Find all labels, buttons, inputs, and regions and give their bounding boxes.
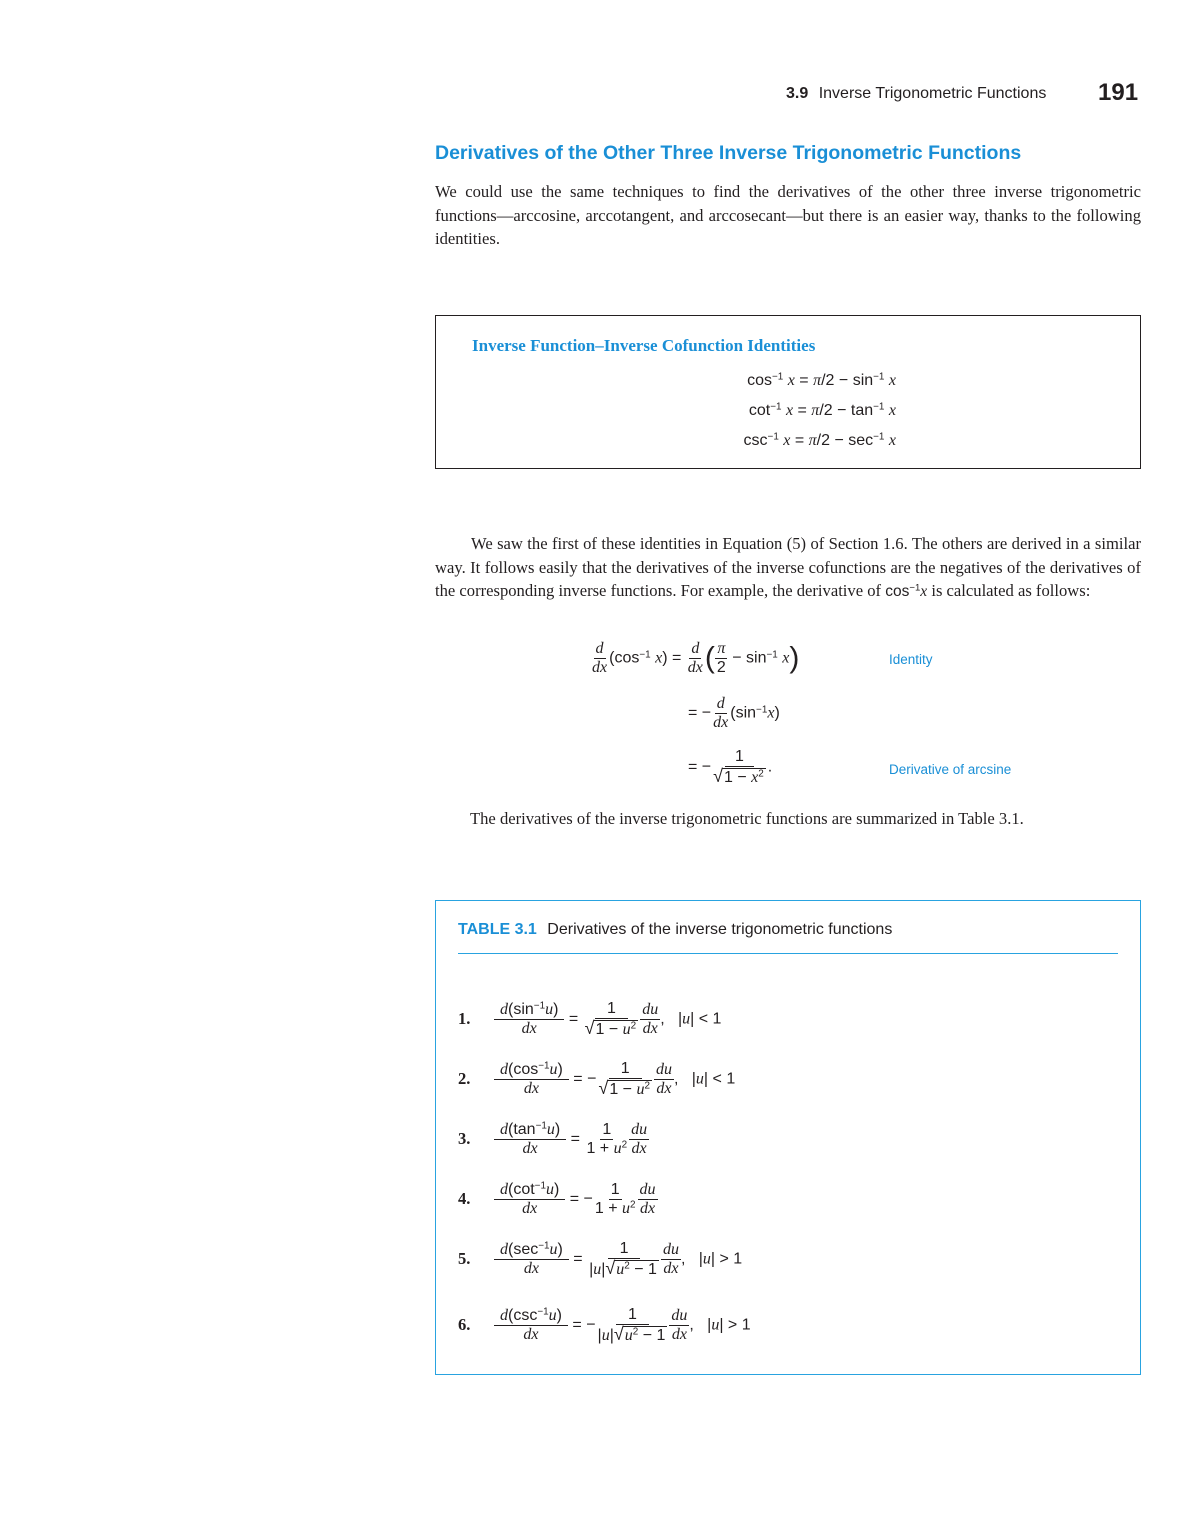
- row-condition: |u| < 1: [677, 1010, 722, 1028]
- identity-cos: $\cos^{-1} x = \pi/2 - \sin^{-1} x$: [747, 371, 896, 389]
- table-row: 6. $\frac{d(\csc^{-1}u)}{dx}$ = − $\frac{1}{|u|√u^2 - 1}$ $\frac{du}{dx}$ , |u| > 1: [458, 1305, 751, 1344]
- paragraph-2-inline-expr: $\cos^{-1}x$: [885, 582, 928, 600]
- intro-paragraph: We could use the same techniques to find the derivatives of the other three inverse trigonometric functions—arccosine, arccotangent, and arccosecant—but there is an easier way, thanks to the following identities.: [435, 182, 1141, 248]
- row-func: cos: [513, 1060, 539, 1078]
- table-caption-text: Derivatives of the inverse trigonometric functions: [547, 921, 893, 938]
- section-number: 3.9: [786, 85, 809, 102]
- paragraph-2-text: We saw the first of these identities in Equation (5) of Section 1.6. The others are derived in a similar way. It follows easily that the derivatives of the inverse cofunctions are the negatives of the derivatives of the corresponding inverse functions. For example, the derivative of: [435, 534, 1141, 600]
- row-func: cot: [513, 1180, 535, 1198]
- table-row: 1. $\frac{d(\sin^{-1}u)}{dx}$ = $\frac{1}{√1 - u^2}$ $\frac{du}{dx}$ , |u| < 1: [458, 999, 722, 1038]
- table-row: 3. $\frac{d(\tan^{-1}u)}{dx}$ = $\frac{1}{1 + u^2}$ $\frac{du}{dx}$: [458, 1120, 648, 1157]
- table-row: 5. $\frac{d(\sec^{-1}u)}{dx}$ = $\frac{1}{|u|√u^2 - 1}$ $\frac{du}{dx}$ , |u| > 1: [458, 1239, 743, 1278]
- row-func: sin: [513, 1000, 534, 1018]
- derivation-step-1: $\frac{d}{dx}$ ($\cos^{-1}$ x) = $\frac{d}{dx}$ ( $\frac{\pi}{2}$ − $\sin^{-1} x$): [592, 640, 800, 676]
- table-caption: [458, 921, 892, 939]
- paragraph-2-tail: is calculated as follows:: [931, 581, 1091, 600]
- row-index: 4.: [458, 1189, 471, 1208]
- row-index: 3.: [458, 1129, 471, 1148]
- section-title: Inverse Trigonometric Functions: [818, 85, 1047, 102]
- identity-cot: $\cot^{-1} x = \pi/2 - \tan^{-1} x$: [748, 401, 896, 419]
- table-row: 4. $\frac{d(\cot^{-1}u)}{dx}$ = − $\frac{1}{1 + u^2}$ $\frac{du}{dx}$: [458, 1180, 656, 1217]
- table-row: 2. $\frac{d(\cos^{-1}u)}{dx}$ = − $\frac{1}{√1 - u^2}$ $\frac{du}{dx}$ , |u| < 1: [458, 1059, 736, 1098]
- summary-sentence: The derivatives of the inverse trigonometric functions are summarized in Table 3.1.: [470, 809, 1024, 828]
- table-3-1: [435, 900, 1141, 1375]
- table-caption-rule: [458, 953, 1118, 954]
- derivation-note-identity: Identity: [889, 652, 933, 667]
- derivation-step-3: = − $\frac{1}{√1 - x^2}$ .: [688, 748, 773, 786]
- identity-box-title: Inverse Function–Inverse Cofunction Identities: [472, 336, 816, 355]
- row-condition: |u| > 1: [707, 1316, 751, 1334]
- row-func: csc: [513, 1306, 538, 1324]
- row-index: 6.: [458, 1315, 471, 1334]
- derivation-step-2: = − $\frac{d}{dx}$ $(\sin^{-1}x)$: [688, 695, 780, 731]
- row-func: sec: [513, 1240, 539, 1258]
- page-number: 191: [1098, 79, 1139, 106]
- row-condition: |u| < 1: [691, 1070, 736, 1088]
- identity-box: [435, 315, 1141, 469]
- row-condition: |u| > 1: [698, 1250, 743, 1268]
- row-index: 1.: [458, 1009, 471, 1028]
- row-index: 2.: [458, 1069, 471, 1088]
- section-heading: Derivatives of the Other Three Inverse Trigonometric Functions: [435, 142, 1022, 164]
- table-label: TABLE 3.1: [458, 921, 537, 938]
- running-head: [786, 85, 1046, 103]
- row-index: 5.: [458, 1249, 471, 1268]
- identity-csc: $\csc^{-1} x = \pi/2 - \sec^{-1} x$: [743, 431, 896, 449]
- derivation-note-arcsine: Derivative of arcsine: [889, 762, 1012, 777]
- row-func: tan: [513, 1120, 536, 1138]
- paragraph-2: [435, 532, 1141, 604]
